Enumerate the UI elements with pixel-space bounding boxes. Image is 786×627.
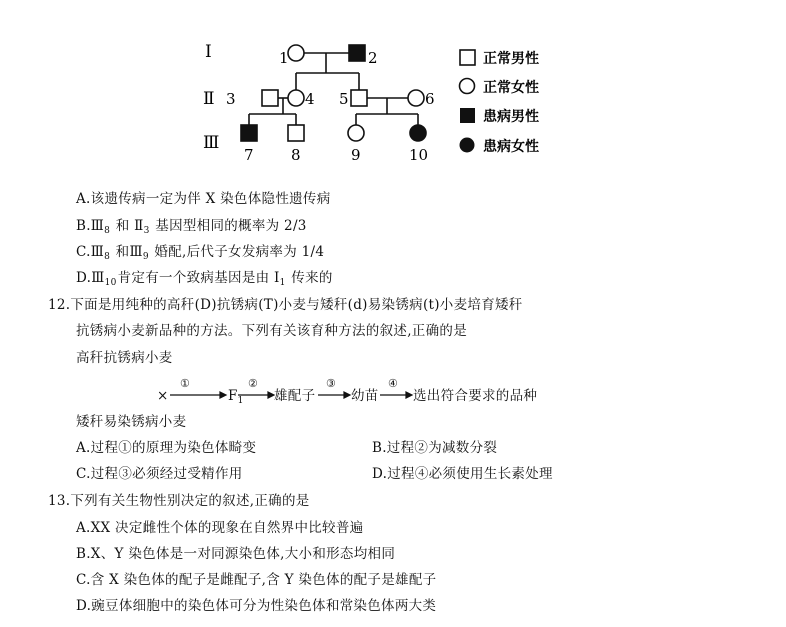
q12-f1-letter: F — [228, 388, 238, 404]
q11-b-part3: 基因型相同的概率为 2/3 — [150, 218, 307, 234]
legend-normal-male-icon — [460, 50, 475, 65]
q12-parent1: 高秆抗锈病小麦 — [76, 350, 173, 366]
q12-step2-label: ② — [248, 377, 259, 390]
q13-option-b: B.X、Y 染色体是一对同源染色体,大小和形态均相同 — [76, 546, 396, 562]
q12-result: 选出符合要求的品种 — [413, 388, 538, 404]
q12-step4-label: ④ — [388, 377, 399, 390]
individual-label-1: 1 — [279, 49, 289, 67]
generation-label-2: Ⅱ — [203, 89, 215, 109]
q11-c-part2: 和Ⅲ — [111, 244, 143, 260]
individual-5-normal-male — [351, 90, 367, 106]
individual-label-4: 4 — [305, 90, 315, 108]
q13-stem: 13.下列有关生物性别决定的叙述,正确的是 — [48, 493, 310, 509]
legend-affected-female-icon — [460, 138, 475, 153]
q11-option-d — [76, 269, 333, 292]
individual-6-normal-female — [408, 90, 424, 106]
q11-b-part1: B.Ⅲ — [76, 218, 105, 234]
q11-c-sub1: 8 — [104, 252, 111, 262]
q12-stem-line1: 12.下面是用纯种的高秆(D)抗锈病(T)小麦与矮秆(d)易染锈病(t)小麦培育矮秆 — [48, 297, 523, 313]
arrow-step1-head — [220, 392, 226, 398]
q11-d-sub1: 10 — [104, 278, 117, 288]
q12-parent2: 矮秆易染锈病小麦 — [76, 414, 187, 430]
q11-b-part2: 和 Ⅱ — [111, 218, 144, 234]
q11-b-sub1: 8 — [104, 226, 111, 236]
q11-d-sub2: 1 — [279, 278, 286, 288]
q12-cross-symbol: × — [157, 388, 169, 404]
q12-stem-line2: 抗锈病小麦新品种的方法。下列有关该育种方法的叙述,正确的是 — [76, 323, 467, 339]
q12-gamete: 雄配子 — [274, 388, 316, 404]
q11-c-part3: 婚配,后代子女发病率为 1/4 — [149, 244, 325, 260]
individual-label-5: 5 — [339, 90, 349, 108]
q11-d-part2: 肯定有一个致病基因是由 I — [117, 270, 280, 286]
individual-4-normal-female — [288, 90, 304, 106]
legend-label-affected-male: 患病男性 — [483, 109, 539, 125]
individual-label-2: 2 — [368, 49, 378, 67]
individual-2-affected-male — [349, 45, 365, 61]
individual-label-7: 7 — [244, 146, 254, 164]
q11-d-part3: 传来的 — [286, 270, 333, 286]
pedigree-diagram — [0, 0, 786, 170]
q12-step1-label: ① — [180, 377, 191, 390]
legend-label-normal-male: 正常男性 — [483, 51, 539, 67]
legend-affected-male-icon — [460, 108, 475, 123]
individual-label-8: 8 — [291, 146, 301, 164]
q11-option-c — [76, 243, 324, 266]
individual-1-normal-female — [288, 45, 304, 61]
q12-option-d: D.过程④必须使用生长素处理 — [372, 466, 553, 482]
q11-b-sub2: 3 — [143, 226, 150, 236]
legend-label-affected-female: 患病女性 — [483, 139, 539, 155]
q11-option-b — [76, 217, 307, 240]
q12-option-c: C.过程③必须经过受精作用 — [76, 466, 243, 482]
q12-option-a: A.过程①的原理为染色体畸变 — [76, 440, 257, 456]
arrow-step4-head — [406, 392, 412, 398]
individual-3-normal-male — [262, 90, 278, 106]
q13-option-d: D.豌豆体细胞中的染色体可分为性染色体和常染色体两大类 — [76, 598, 437, 614]
q12-step3-label: ③ — [326, 377, 337, 390]
generation-label-3: Ⅲ — [203, 133, 220, 153]
q11-c-sub2: 9 — [142, 252, 149, 262]
q12-seedling: 幼苗 — [351, 388, 379, 404]
q12-f1 — [228, 387, 245, 410]
q11-d-part1: D.Ⅲ — [76, 270, 105, 286]
individual-label-10: 10 — [409, 146, 429, 164]
q12-option-b: B.过程②为减数分裂 — [372, 440, 498, 456]
legend-normal-female-icon — [460, 79, 475, 94]
individual-10-affected-female — [410, 125, 426, 141]
q11-c-part1: C.Ⅲ — [76, 244, 105, 260]
individual-label-9: 9 — [351, 146, 361, 164]
legend — [460, 50, 540, 155]
generation-label-1: I — [205, 42, 212, 62]
arrow-step3-head — [344, 392, 350, 398]
individual-9-normal-female — [348, 125, 364, 141]
individual-label-3: 3 — [226, 90, 236, 108]
q11-option-a: A.该遗传病一定为伴 X 染色体隐性遗传病 — [76, 191, 331, 207]
individual-label-6: 6 — [425, 90, 435, 108]
individual-8-normal-male — [288, 125, 304, 141]
q13-option-a: A.XX 决定雌性个体的现象在自然界中比较普遍 — [76, 520, 364, 536]
legend-label-normal-female: 正常女性 — [483, 80, 539, 96]
q13-option-c: C.含 X 染色体的配子是雌配子,含 Y 染色体的配子是雄配子 — [76, 572, 437, 588]
individual-7-affected-male — [241, 125, 257, 141]
q12-f1-sub: 1 — [237, 396, 244, 406]
